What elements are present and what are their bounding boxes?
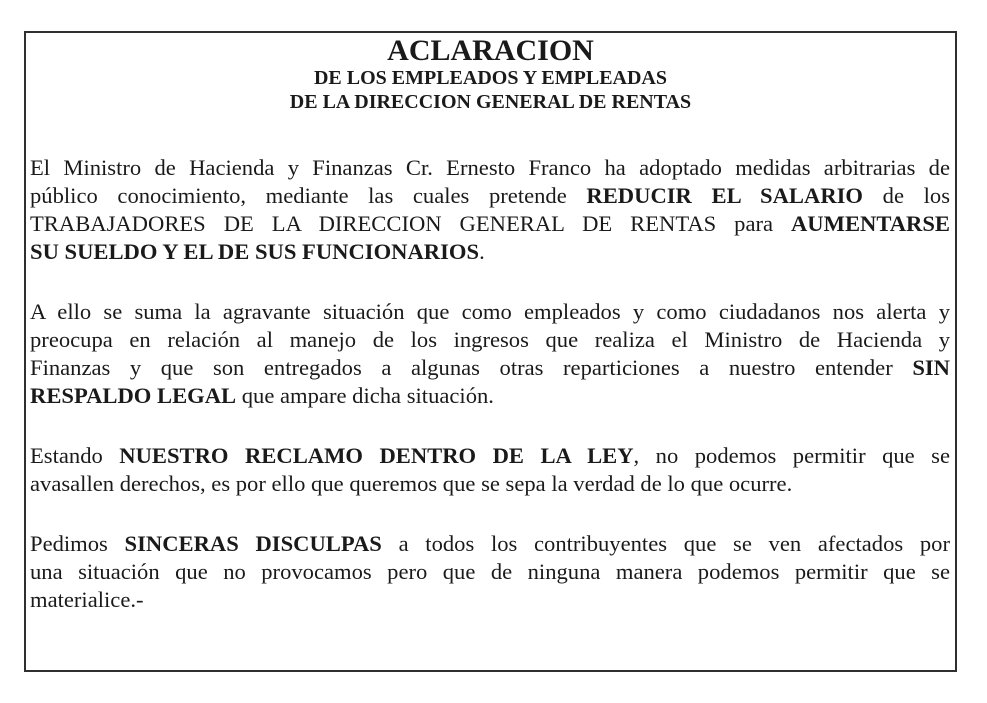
bold-text-segment: SIN <box>912 355 950 380</box>
document-title: ACLARACION <box>387 34 594 67</box>
bold-text-segment: NUESTRO RECLAMO DENTRO DE LA LEY <box>119 443 634 468</box>
paragraph <box>30 442 950 498</box>
text-segment: que ampare dicha situación. <box>236 383 494 408</box>
text-segment: materialice.- <box>30 587 144 612</box>
paragraph-line <box>30 586 950 614</box>
paragraph-line <box>30 470 950 498</box>
text-segment: TRABAJADORES DE LA DIRECCION GENERAL DE RENTAS para <box>30 211 791 236</box>
paragraph-line <box>30 154 950 182</box>
paragraph <box>30 298 950 410</box>
text-segment: preocupa en relación al manejo de los ingresos que realiza el Ministro de Hacienda y <box>30 327 950 352</box>
text-segment: público conocimiento, mediante las cuales pretende <box>30 183 587 208</box>
paragraph-line <box>30 442 950 470</box>
text-segment: . <box>479 239 485 264</box>
paragraph-line <box>30 298 950 326</box>
paragraph-line <box>30 382 950 410</box>
paragraph-line <box>30 354 950 382</box>
text-segment: avasallen derechos, es por ello que queremos que se sepa la verdad de lo que ocurre. <box>30 471 793 496</box>
text-segment: una situación que no provocamos pero que de ninguna manera podemos permitir que se <box>30 559 950 584</box>
bold-text-segment: SU SUELDO Y EL DE SUS FUNCIONARIOS <box>30 239 480 264</box>
paragraph-line <box>30 182 950 210</box>
text-segment: de los <box>863 183 951 208</box>
text-segment: Finanzas y que son entregados a algunas otras reparticiones a nuestro entender <box>30 355 913 380</box>
document-header <box>26 33 955 114</box>
bold-text-segment: REDUCIR EL SALARIO <box>586 183 864 208</box>
text-segment: Estando <box>30 443 120 468</box>
bold-text-segment: SINCERAS DISCULPAS <box>124 531 382 556</box>
text-segment: , no podemos permitir que se <box>633 443 950 468</box>
flyer-document <box>24 31 957 672</box>
document-body <box>26 114 955 614</box>
paragraph-line <box>30 530 950 558</box>
document-subtitle-line-2: DE LA DIRECCION GENERAL DE RENTAS <box>289 91 692 113</box>
paragraph-line <box>30 326 950 354</box>
paragraph-line <box>30 210 950 238</box>
paragraph-line <box>30 558 950 586</box>
paragraph <box>30 154 950 266</box>
text-segment: El Ministro de Hacienda y Finanzas Cr. Ernesto Franco ha adoptado medidas arbitrarias de <box>30 155 950 180</box>
text-segment: A ello se suma la agravante situación que como empleados y como ciudadanos nos alerta y <box>30 299 950 324</box>
text-segment: a todos los contribuyentes que se ven afectados por <box>381 531 950 556</box>
paragraph-line <box>30 238 950 266</box>
text-segment: Pedimos <box>30 531 125 556</box>
bold-text-segment: RESPALDO LEGAL <box>30 383 237 408</box>
bold-text-segment: AUMENTARSE <box>790 211 950 236</box>
paragraph <box>30 530 950 614</box>
document-subtitle-line-1: DE LOS EMPLEADOS Y EMPLEADAS <box>313 67 667 89</box>
